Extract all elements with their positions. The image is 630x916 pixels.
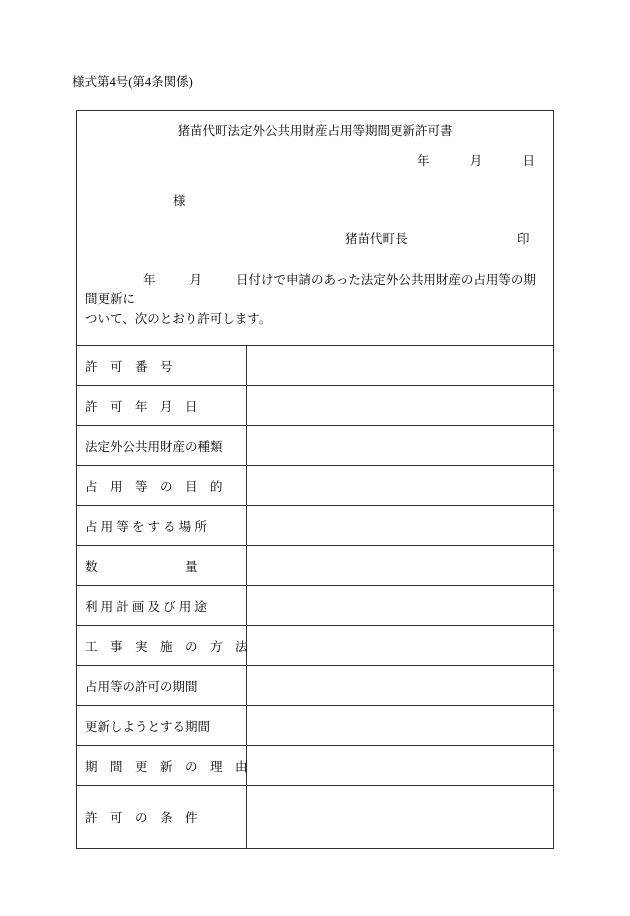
table-row xyxy=(77,346,553,386)
row-label-usage-plan: 利 用 計 画 及 び 用 途 xyxy=(77,586,247,626)
row-value-purpose[interactable] xyxy=(247,466,554,506)
issue-date-year: 年 xyxy=(416,154,430,168)
row-value-location[interactable] xyxy=(247,506,554,546)
row-value-permit-date[interactable] xyxy=(247,386,554,426)
permit-items-table xyxy=(77,345,553,848)
row-label-permit-number: 許 可 番 号 xyxy=(77,346,247,386)
row-label-renewal-period: 更新しようとする期間 xyxy=(77,706,247,746)
permit-document-box xyxy=(76,110,554,849)
table-row xyxy=(77,426,553,466)
row-label-permit-period: 占用等の許可の期間 xyxy=(77,666,247,706)
body-month: 月 xyxy=(189,273,203,287)
table-row xyxy=(77,746,553,786)
form-number: 様式第4号(第4条関係) xyxy=(72,75,193,89)
document-title: 猪苗代町法定外公共用財産占用等期間更新許可書 xyxy=(177,124,453,138)
table-row xyxy=(77,786,553,849)
row-value-construction-method[interactable] xyxy=(247,626,554,666)
row-value-renewal-period[interactable] xyxy=(247,706,554,746)
table-row xyxy=(77,546,553,586)
issue-date-day: 日 xyxy=(522,154,535,168)
table-row xyxy=(77,466,553,506)
table-row xyxy=(77,626,553,666)
document-header xyxy=(77,111,553,345)
row-label-construction-method: 工 事 実 施 の 方 法 xyxy=(77,626,247,666)
addressee-suffix: 様 xyxy=(173,194,186,208)
row-value-quantity[interactable] xyxy=(247,546,554,586)
issue-date-month: 月 xyxy=(469,154,483,168)
table-row xyxy=(77,706,553,746)
row-label-location: 占 用 等 を す る 場 所 xyxy=(77,506,247,546)
body-paragraph xyxy=(77,271,553,329)
row-value-permit-period[interactable] xyxy=(247,666,554,706)
addressee-line xyxy=(77,191,553,209)
body-line-1: 日付けで申請のあった法定外公共用財産の占用等の期間更新に xyxy=(85,273,536,307)
table-row xyxy=(77,386,553,426)
row-value-permit-conditions[interactable] xyxy=(247,786,554,849)
row-value-usage-plan[interactable] xyxy=(247,586,554,626)
issuer-name: 猪苗代町長 xyxy=(345,232,408,246)
table-row xyxy=(77,506,553,546)
body-line-2: ついて、次のとおり許可します。 xyxy=(85,311,272,326)
row-value-permit-number[interactable] xyxy=(247,346,554,386)
header-spacer xyxy=(77,329,553,345)
row-value-renewal-reason[interactable] xyxy=(247,746,554,786)
body-year: 年 xyxy=(143,273,156,287)
row-label-property-type: 法定外公共用財産の種類 xyxy=(77,426,247,466)
row-label-quantity: 数 量 xyxy=(77,546,247,586)
row-label-permit-date: 許 可 年 月 日 xyxy=(77,386,247,426)
row-label-permit-conditions: 許 可 の 条 件 xyxy=(77,786,247,849)
table-row xyxy=(77,586,553,626)
row-label-renewal-reason: 期 間 更 新 の 理 由 xyxy=(77,746,247,786)
issue-date-line xyxy=(77,151,553,169)
seal-mark: 印 xyxy=(517,232,530,246)
issuer-line xyxy=(77,229,553,247)
row-value-property-type[interactable] xyxy=(247,426,554,466)
row-label-purpose: 占 用 等 の 目 的 xyxy=(77,466,247,506)
table-row xyxy=(77,666,553,706)
permit-items-body xyxy=(77,346,553,849)
